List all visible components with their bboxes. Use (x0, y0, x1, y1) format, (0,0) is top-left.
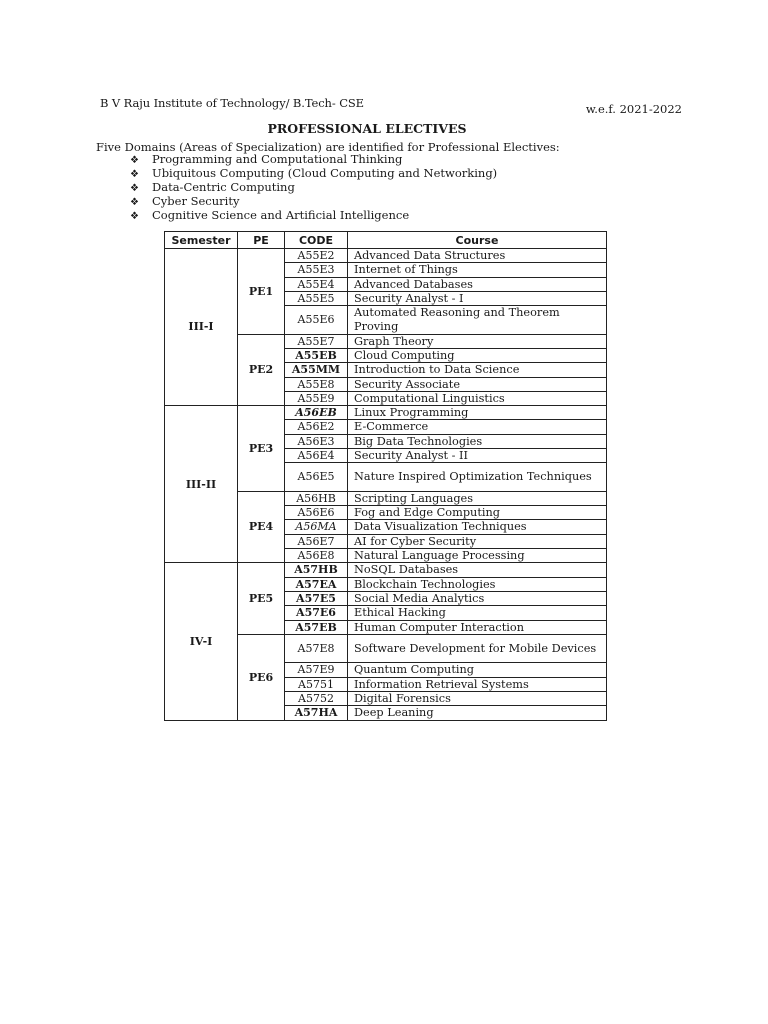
course-name: NoSQL Databases (348, 563, 607, 577)
pe-group-cell: PE6 (238, 634, 285, 720)
course-code: A55E2 (285, 249, 348, 263)
course-name: Social Media Analytics (348, 591, 607, 605)
effective-year: w.e.f. 2021-2022 (585, 102, 682, 116)
course-name: Computational Linguistics (348, 391, 607, 405)
course-name: Quantum Computing (348, 663, 607, 677)
diamond-bullet-icon: ❖ (130, 197, 139, 208)
course-name: AI for Cyber Security (348, 534, 607, 548)
domain-list (130, 152, 497, 222)
course-code: A55E6 (285, 306, 348, 335)
course-code: A56E6 (285, 506, 348, 520)
course-code: A56E2 (285, 420, 348, 434)
course-code: A56HB (285, 491, 348, 505)
table-row (165, 406, 607, 420)
page-title: PROFESSIONAL ELECTIVES (267, 121, 467, 136)
course-header: Course (348, 232, 607, 249)
course-name: Blockchain Technologies (348, 577, 607, 591)
course-code: A56E3 (285, 434, 348, 448)
course-name: Scripting Languages (348, 491, 607, 505)
course-name: Cloud Computing (348, 348, 607, 362)
course-name: Information Retrieval Systems (348, 677, 607, 691)
code-header: CODE (285, 232, 348, 249)
semester-cell: III-II (165, 406, 238, 563)
course-name: Natural Language Processing (348, 549, 607, 563)
domain-item: ❖ Cognitive Science and Artificial Intelligence (130, 208, 410, 222)
course-name: E-Commerce (348, 420, 607, 434)
course-code: A55E5 (285, 291, 348, 305)
course-code: A5752 (285, 691, 348, 705)
course-code: A57E5 (285, 591, 348, 605)
course-code: A55E3 (285, 263, 348, 277)
course-code: A57EB (285, 620, 348, 634)
course-name: Automated Reasoning and Theorem Proving (348, 306, 607, 335)
course-code: A55EB (285, 348, 348, 362)
course-code: A55E4 (285, 277, 348, 291)
course-name: Ethical Hacking (348, 606, 607, 620)
course-name: Security Associate (348, 377, 607, 391)
course-name: Introduction to Data Science (348, 363, 607, 377)
course-code: A57E8 (285, 634, 348, 663)
course-code: A56EB (285, 406, 348, 420)
table-row (165, 249, 607, 263)
course-name: Fog and Edge Computing (348, 506, 607, 520)
course-name: Advanced Data Structures (348, 249, 607, 263)
course-code: A57E6 (285, 606, 348, 620)
course-name: Graph Theory (348, 334, 607, 348)
semester-cell: IV-I (165, 563, 238, 720)
course-code: A55MM (285, 363, 348, 377)
course-code: A57HA (285, 706, 348, 720)
pe-group-cell: PE2 (238, 334, 285, 405)
domain-item: ❖ Programming and Computational Thinking (130, 152, 403, 166)
table-header-row (165, 232, 607, 249)
semester-cell: III-I (165, 249, 238, 406)
course-code: A56E5 (285, 463, 348, 492)
table-row (165, 563, 607, 577)
course-code: A56E4 (285, 449, 348, 463)
course-name: Digital Forensics (348, 691, 607, 705)
course-name: Big Data Technologies (348, 434, 607, 448)
pe-header: PE (238, 232, 285, 249)
course-code: A55E8 (285, 377, 348, 391)
course-name: Internet of Things (348, 263, 607, 277)
diamond-bullet-icon: ❖ (130, 155, 139, 166)
course-code: A57EA (285, 577, 348, 591)
diamond-bullet-icon: ❖ (130, 211, 139, 222)
pe-group-cell: PE3 (238, 406, 285, 492)
course-code: A55E7 (285, 334, 348, 348)
professional-electives-table (164, 231, 607, 721)
course-name: Software Development for Mobile Devices (348, 634, 607, 663)
course-code: A56E8 (285, 549, 348, 563)
domain-item: ❖ Data-Centric Computing (130, 180, 295, 194)
course-code: A57HB (285, 563, 348, 577)
course-name: Linux Programming (348, 406, 607, 420)
institute-header: B V Raju Institute of Technology/ B.Tech- CSE (100, 96, 364, 110)
course-code: A56MA (285, 520, 348, 534)
domain-item: ❖ Cyber Security (130, 194, 240, 208)
course-name: Deep Leaning (348, 706, 607, 720)
intro-text: Five Domains (Areas of Specialization) are identified for Professional Electives: (96, 140, 560, 154)
pe-group-cell: PE5 (238, 563, 285, 634)
course-name: Security Analyst - II (348, 449, 607, 463)
course-name: Security Analyst - I (348, 291, 607, 305)
course-name: Nature Inspired Optimization Techniques (348, 463, 607, 492)
course-name: Human Computer Interaction (348, 620, 607, 634)
pe-group-cell: PE1 (238, 249, 285, 335)
course-code: A5751 (285, 677, 348, 691)
course-name: Data Visualization Techniques (348, 520, 607, 534)
semester-header: Semester (165, 232, 238, 249)
course-code: A56E7 (285, 534, 348, 548)
domain-item: ❖ Ubiquitous Computing (Cloud Computing and Networking) (130, 166, 498, 180)
course-code: A57E9 (285, 663, 348, 677)
pe-group-cell: PE4 (238, 491, 285, 562)
course-name: Advanced Databases (348, 277, 607, 291)
diamond-bullet-icon: ❖ (130, 183, 139, 194)
course-code: A55E9 (285, 391, 348, 405)
diamond-bullet-icon: ❖ (130, 169, 139, 180)
